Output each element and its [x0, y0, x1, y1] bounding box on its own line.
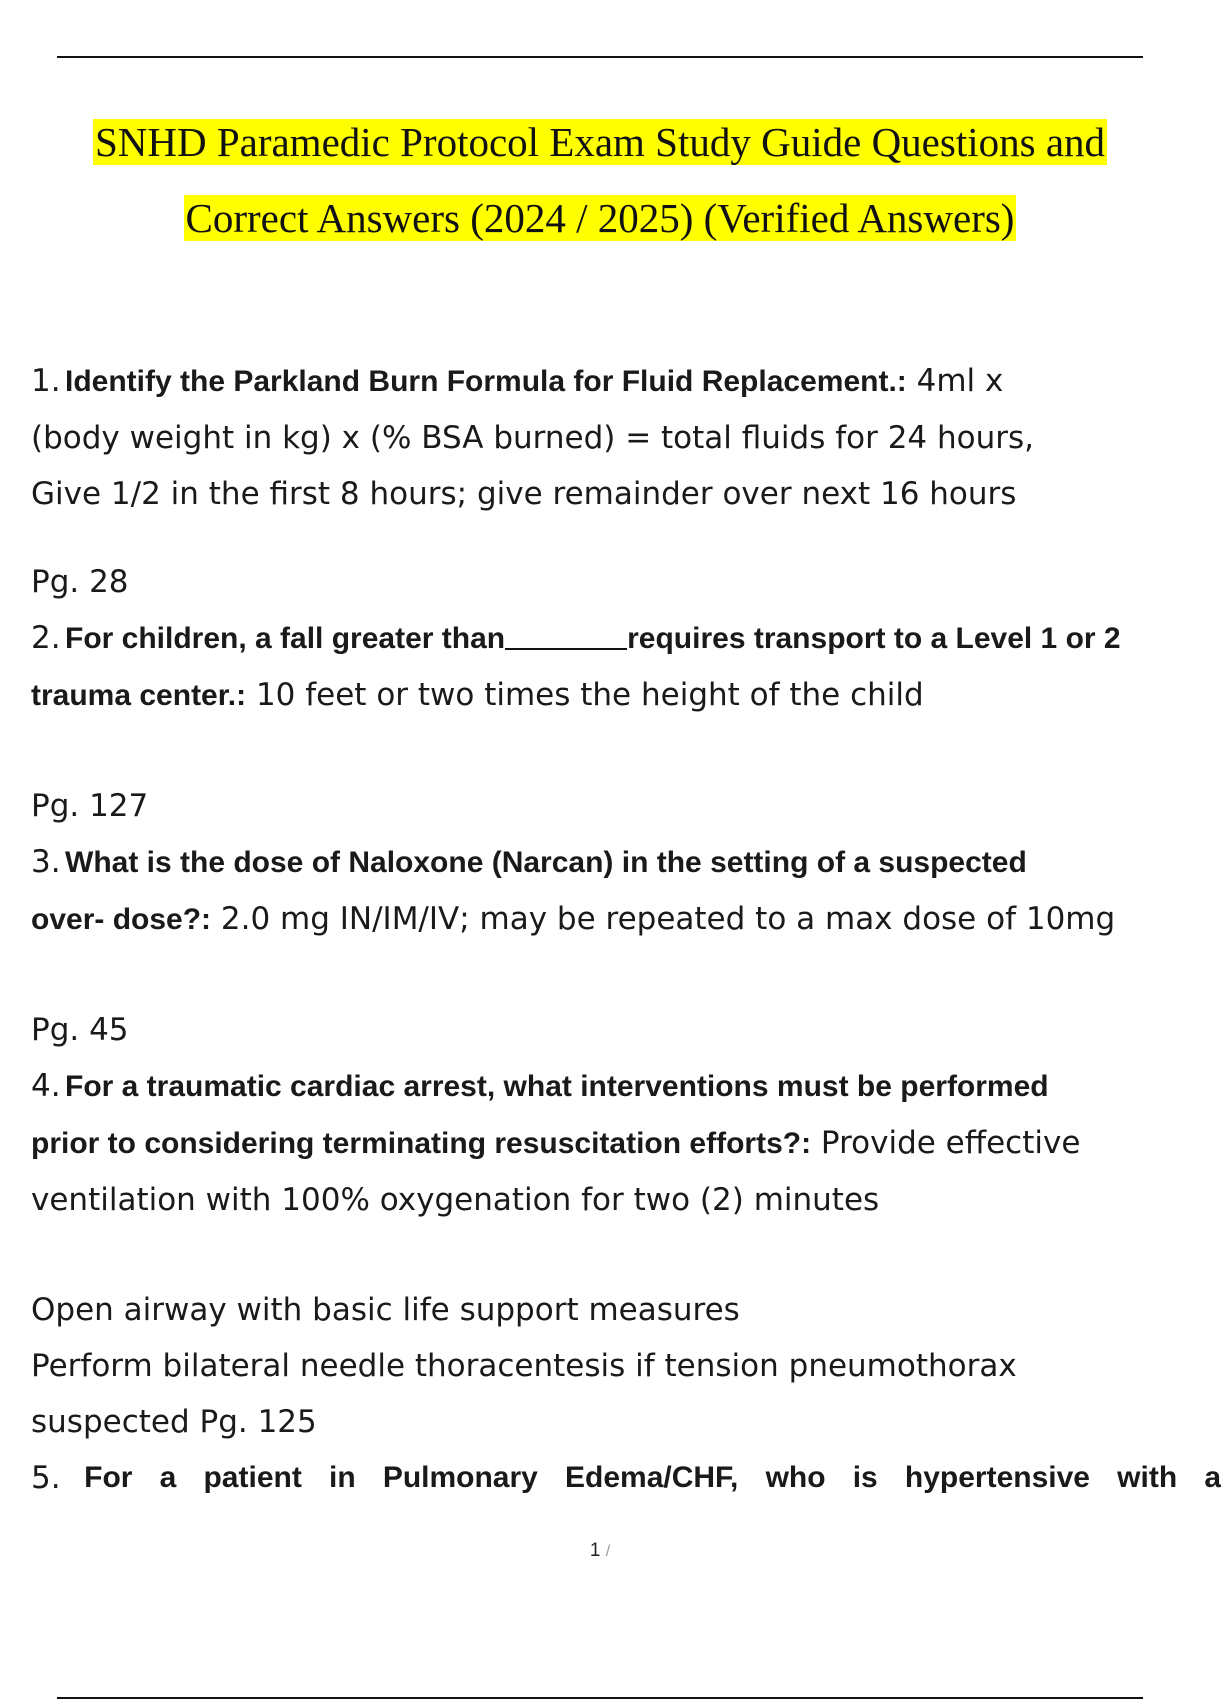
- questions-list: [31, 353, 1221, 1506]
- question-word: a: [1204, 1461, 1221, 1494]
- answer-text: 2.0 mg IN/IM/IV; may be repeated to a max dose of 10mg: [211, 901, 1116, 937]
- answer-text: 10 feet or two times the height of the child: [246, 677, 924, 713]
- page-reference: Pg. 28: [31, 564, 129, 600]
- question-text: requires transport to a Level 1 or 2: [627, 622, 1121, 655]
- top-rule: [57, 56, 1143, 58]
- question-number: 4.: [31, 1068, 61, 1104]
- document-title: [30, 104, 1170, 256]
- question-word: with: [1117, 1461, 1178, 1494]
- question-word: For: [84, 1461, 133, 1494]
- question-number: 5.: [31, 1460, 61, 1496]
- answer-line: ventilation with 100% oxygenation for two (2) minutes: [31, 1182, 880, 1218]
- answer-text: Provide effective: [811, 1125, 1081, 1161]
- question-word: Edema/CHF,: [565, 1461, 739, 1494]
- question-word: hypertensive: [904, 1461, 1090, 1494]
- question-word: patient: [203, 1461, 302, 1494]
- page-separator: /: [605, 1543, 611, 1560]
- question-text: prior to considering terminating resuscitation efforts?:: [31, 1127, 812, 1160]
- page-footer: [0, 1540, 1200, 1562]
- question-2: [31, 610, 1196, 667]
- question-3-continued: [31, 891, 1196, 948]
- question-text: What is the dose of Naloxone (Narcan) in the setting of a suspected: [65, 846, 1027, 879]
- answer-line: (body weight in kg) x (% BSA burned) = total fluids for 24 hours,: [31, 420, 1035, 456]
- question-4-continued: [31, 1115, 1196, 1172]
- answer-text: 4ml x: [906, 363, 1004, 399]
- question-word: is: [852, 1461, 878, 1494]
- question-1: [31, 353, 1196, 410]
- question-2-continued: [31, 667, 1196, 724]
- question-text: Identify the Parkland Burn Formula for Fluid Replacement.:: [65, 365, 907, 398]
- question-number: 3.: [31, 844, 61, 880]
- question-number: 1.: [31, 363, 61, 399]
- question-word: Pulmonary: [382, 1461, 538, 1494]
- question-text: over- dose?:: [31, 903, 212, 936]
- answer-line: Open airway with basic life support measures: [31, 1292, 740, 1328]
- answer-line: Perform bilateral needle thoracentesis if tension pneumothorax: [31, 1348, 1017, 1384]
- page-number: 1: [589, 1540, 601, 1561]
- question-word: a: [159, 1461, 177, 1494]
- question-4: [31, 1058, 1196, 1115]
- question-text: trauma center.:: [31, 679, 247, 712]
- page-reference: Pg. 127: [31, 788, 149, 824]
- question-text: For a traumatic cardiac arrest, what interventions must be performed: [65, 1070, 1049, 1103]
- title-line-1: SNHD Paramedic Protocol Exam Study Guide Questions and: [94, 119, 1106, 165]
- question-5: [31, 1450, 1221, 1506]
- bottom-rule: [57, 1697, 1143, 1699]
- question-text: For children, a fall greater than: [65, 622, 506, 655]
- question-3: [31, 834, 1196, 891]
- title-line-2: Correct Answers (2024 / 2025) (Verified Answers): [185, 195, 1015, 241]
- question-word: in: [328, 1461, 356, 1494]
- question-word: who: [765, 1461, 826, 1494]
- question-number: 2.: [31, 620, 61, 656]
- fill-in-blank: [505, 622, 627, 650]
- answer-line: suspected Pg. 125: [31, 1404, 317, 1440]
- page-reference: Pg. 45: [31, 1012, 129, 1048]
- answer-line: Give 1/2 in the first 8 hours; give remainder over next 16 hours: [31, 476, 1017, 512]
